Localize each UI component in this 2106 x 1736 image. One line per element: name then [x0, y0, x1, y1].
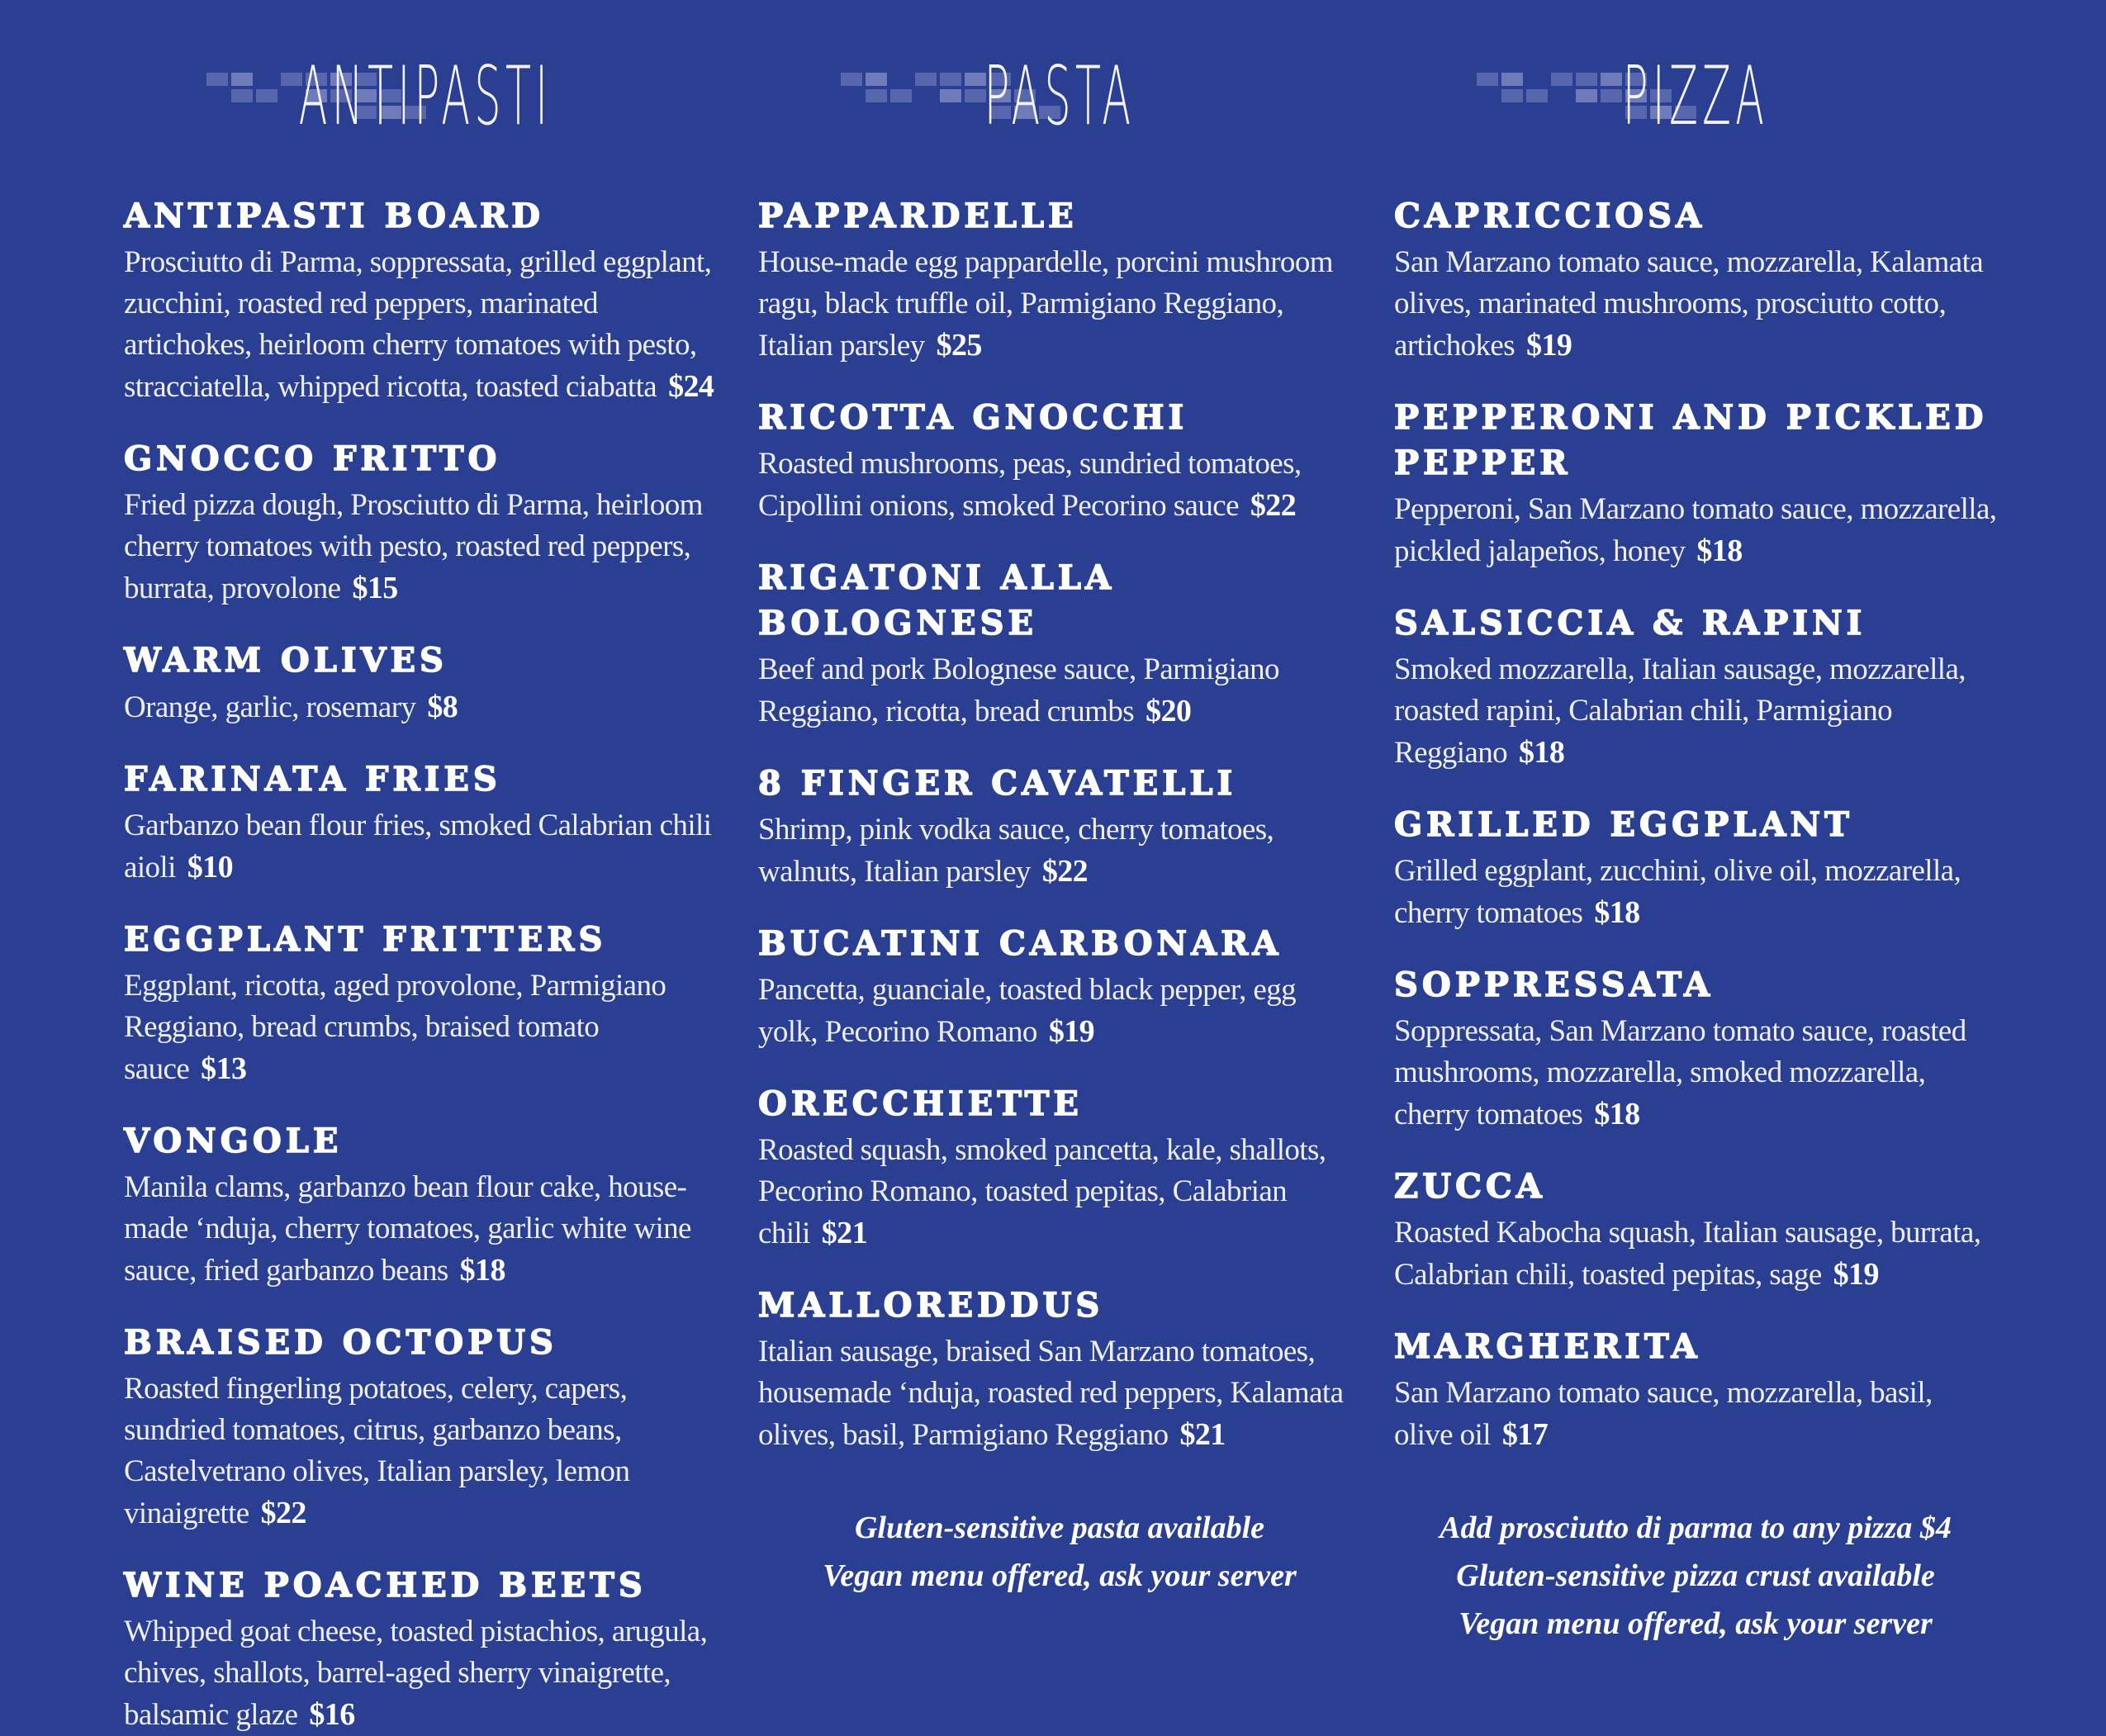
- menu-item-description: [124, 805, 727, 889]
- pixel-block: [866, 89, 887, 102]
- menu-item-ingredients: Manila clams, garbanzo bean flour cake, house-made ‘nduja, cherry tomatoes, garlic white wine sauce, fried garbanzo beans: [124, 1170, 691, 1288]
- pasta-column: [758, 0, 1361, 1600]
- pixel-block: [206, 73, 228, 86]
- menu-item-ingredients: Fried pizza dough, Prosciutto di Parma, heirloom cherry tomatoes with pesto, roasted red peppers, burrata, provolone: [124, 488, 703, 605]
- menu-item-name: PEPPERONI AND PICKLED PEPPER: [1394, 398, 1988, 482]
- pixel-block: [1501, 73, 1523, 86]
- menu-item-description: [1394, 649, 1997, 774]
- menu-item-price: $10: [187, 850, 233, 885]
- menu-item: [1394, 1324, 1997, 1456]
- menu-item-ingredients: Italian sausage, braised San Marzano tomatoes, housemade ‘nduja, roasted red peppers, Kalamata olives, basil, Parmigiano Reggiano: [758, 1335, 1344, 1452]
- menu-item-description: [1394, 1373, 1997, 1456]
- menu-item: [1394, 395, 1997, 572]
- menu-item-ingredients: Soppressata, San Marzano tomato sauce, roasted mushrooms, mozzarella, smoked mozzarella, cherry tomatoes: [1394, 1014, 1966, 1131]
- menu-item-price: $18: [459, 1253, 505, 1288]
- note-line: Vegan menu offered, ask your server: [1459, 1606, 1933, 1641]
- menu-item-ingredients: Beef and pork Bolognese sauce, Parmigiano Reggiano, ricotta, bread crumbs: [758, 652, 1279, 728]
- menu-item: [124, 638, 727, 728]
- menu-item-price: $19: [1526, 328, 1572, 363]
- menu-item-description: [758, 809, 1361, 893]
- menu-item-name: SALSICCIA & RAPINI: [1394, 604, 1866, 643]
- menu-item-name: MARGHERITA: [1394, 1327, 1701, 1366]
- menu-item-name: GRILLED EGGPLANT: [1394, 805, 1853, 844]
- menu-item-description: [124, 1167, 727, 1292]
- menu-item-name: EGGPLANT FRITTERS: [124, 920, 607, 959]
- pixel-block: [841, 73, 862, 86]
- menu-item-name: FARINATA FRIES: [124, 760, 501, 799]
- menu-item-name: VONGOLE: [124, 1122, 343, 1160]
- menu-item-price: $20: [1145, 694, 1192, 728]
- menu-item-name: BRAISED OCTOPUS: [124, 1323, 557, 1362]
- section-title: ANTIPASTI: [298, 50, 553, 144]
- pixel-block: [1501, 89, 1523, 102]
- menu-item-name: RICOTTA GNOCCHI: [758, 398, 1188, 437]
- menu-item-ingredients: Whipped goat cheese, toasted pistachios, arugula, chives, shallots, barrel-aged sherry vinaigrette, balsamic glaze: [124, 1615, 708, 1732]
- pizza-column: [1394, 0, 1997, 1648]
- section-notes: [1394, 1504, 1997, 1648]
- menu-item-description: [758, 1331, 1361, 1456]
- menu-item-price: $22: [260, 1496, 306, 1530]
- menu-item: [1394, 193, 1997, 367]
- menu-item: [758, 395, 1361, 527]
- menu-item-ingredients: San Marzano tomato sauce, mozzarella, Kalamata olives, marinated mushrooms, prosciutto cotto, artichokes: [1394, 245, 1984, 363]
- menu-item-price: $18: [1696, 534, 1743, 568]
- menu-item-price: $19: [1048, 1014, 1095, 1049]
- menu-item: [124, 436, 727, 609]
- menu-item-description: [124, 686, 727, 728]
- menu-item-name: WINE POACHED BEETS: [124, 1566, 647, 1605]
- note-line: Gluten-sensitive pizza crust available: [1456, 1558, 1935, 1593]
- menu-item-description: [758, 649, 1361, 733]
- menu-item-description: [1394, 1212, 1997, 1296]
- menu-item-name: CAPRICCIOSA: [1394, 197, 1706, 235]
- menu-item-price: $22: [1250, 488, 1297, 523]
- menu-item-price: $16: [309, 1697, 355, 1732]
- menu-item-name: MALLOREDDUS: [758, 1286, 1104, 1325]
- menu-item-ingredients: Roasted Kabocha squash, Italian sausage, burrata, Calabrian chili, toasted pepitas, sage: [1394, 1216, 1981, 1292]
- menu-item-description: [124, 1611, 727, 1736]
- menu-item-price: $18: [1519, 735, 1565, 770]
- section-title: PASTA: [984, 50, 1136, 144]
- menu-item: [758, 1081, 1361, 1255]
- menu-item-name: BUCATINI CARBONARA: [758, 924, 1283, 963]
- menu-item-ingredients: Roasted squash, smoked pancetta, kale, shallots, Pecorino Romano, toasted pepitas, Calabrian chili: [758, 1133, 1326, 1250]
- menu-item-name: GNOCCO FRITTO: [124, 439, 501, 478]
- menu-item: [758, 193, 1361, 367]
- menu-item-description: [124, 485, 727, 609]
- menu-item-description: [758, 1130, 1361, 1255]
- pixel-block: [231, 73, 253, 86]
- menu-item-name: ZUCCA: [1394, 1167, 1546, 1206]
- menu-item: [1394, 600, 1997, 774]
- menu-item-price: $21: [821, 1216, 867, 1250]
- menu-item-ingredients: Smoked mozzarella, Italian sausage, mozzarella, roasted rapini, Calabrian chili, Parmigiano Reggiano: [1394, 652, 1966, 770]
- menu-item-name: ORECCHIETTE: [758, 1084, 1083, 1123]
- pixel-block: [866, 73, 887, 86]
- menu-item-name: RIGATONI ALLA BOLOGNESE: [758, 558, 1116, 643]
- pixel-block: [1477, 73, 1498, 86]
- menu-item: [758, 761, 1361, 893]
- menu-item: [1394, 962, 1997, 1136]
- menu-item-price: $24: [668, 369, 714, 404]
- menu-item-description: [1394, 851, 1997, 934]
- menu-item-description: [124, 1368, 727, 1534]
- menu-item-ingredients: Prosciutto di Parma, soppressata, grilled eggplant, zucchini, roasted red peppers, marinated artichokes, heirloom cherry tomatoes with pesto, stracciatella, whipped ricotta, toasted ciabatta: [124, 245, 712, 404]
- menu-item-ingredients: Garbanzo bean flour fries, smoked Calabrian chili aioli: [124, 809, 712, 885]
- menu-item-price: $15: [352, 571, 398, 605]
- menu-item-ingredients: Shrimp, pink vodka sauce, cherry tomatoes, walnuts, Italian parsley: [758, 813, 1274, 889]
- menu-item-price: $19: [1833, 1257, 1879, 1292]
- menu-item-ingredients: San Marzano tomato sauce, mozzarella, basil, olive oil: [1394, 1376, 1933, 1452]
- menu-item: [758, 1283, 1361, 1456]
- menu-item: [124, 1563, 727, 1736]
- menu-item-ingredients: Roasted fingerling potatoes, celery, capers, sundried tomatoes, citrus, garbanzo beans, Castelvetrano olives, Italian parsley, lemon vinaigrette: [124, 1372, 630, 1530]
- menu-item: [758, 921, 1361, 1053]
- menu-item-name: 8 FINGER CAVATELLI: [758, 764, 1237, 803]
- menu-item-description: [758, 970, 1361, 1053]
- menu-item: [1394, 802, 1997, 934]
- section-header: [124, 0, 727, 165]
- menu-item: [758, 555, 1361, 733]
- menu-item: [1394, 1164, 1997, 1296]
- menu-item: [124, 1118, 727, 1292]
- menu-item-ingredients: Roasted mushrooms, peas, sundried tomatoes, Cipollini onions, smoked Pecorino sauce: [758, 447, 1302, 523]
- menu-item: [124, 1320, 727, 1534]
- section-header: [1394, 0, 1997, 165]
- menu-item: [124, 917, 727, 1090]
- pixel-block: [231, 89, 253, 102]
- section-notes: [758, 1504, 1361, 1600]
- menu-item-name: PAPPARDELLE: [758, 197, 1078, 235]
- menu-item: [124, 193, 727, 408]
- menu-item-name: ANTIPASTI BOARD: [124, 197, 544, 235]
- menu-item-ingredients: Eggplant, ricotta, aged provolone, Parmigiano Reggiano, bread crumbs, braised tomato sauce: [124, 969, 666, 1086]
- menu-item-price: $25: [936, 328, 982, 363]
- note-line: Gluten-sensitive pasta available: [854, 1511, 1265, 1545]
- menu-item-name: SOPPRESSATA: [1394, 965, 1714, 1004]
- menu-item-price: $13: [201, 1051, 247, 1086]
- menu-item-description: [758, 242, 1361, 367]
- menu-item-ingredients: Pancetta, guanciale, toasted black pepper, egg yolk, Pecorino Romano: [758, 973, 1297, 1049]
- menu-item-description: [124, 242, 727, 408]
- menu-item-description: [1394, 242, 1997, 367]
- note-line: Add prosciutto di parma to any pizza $4: [1440, 1511, 1952, 1545]
- menu-item-price: $17: [1501, 1417, 1549, 1452]
- menu-item-price: $18: [1594, 895, 1640, 930]
- menu-item: [124, 757, 727, 889]
- menu-item-description: [124, 965, 727, 1090]
- menu-item-ingredients: Grilled eggplant, zucchini, olive oil, mozzarella, cherry tomatoes: [1394, 854, 1961, 930]
- menu-item-price: $8: [427, 690, 458, 724]
- menu-item-ingredients: Orange, garlic, rosemary: [124, 690, 416, 724]
- menu-item-description: [1394, 489, 1997, 572]
- section-title: PIZZA: [1622, 50, 1769, 144]
- menu-item-ingredients: House-made egg pappardelle, porcini mushroom ragu, black truffle oil, Parmigiano Reggiano, Italian parsley: [758, 245, 1333, 363]
- menu-item-description: [1394, 1011, 1997, 1136]
- section-header: [758, 0, 1361, 165]
- note-line: Vegan menu offered, ask your server: [823, 1558, 1297, 1593]
- antipasti-column: [124, 0, 727, 1736]
- menu-item-name: WARM OLIVES: [124, 641, 448, 680]
- menu-item-price: $21: [1179, 1417, 1226, 1452]
- menu-item-price: $18: [1594, 1097, 1640, 1131]
- menu-item-ingredients: Pepperoni, San Marzano tomato sauce, mozzarella, pickled jalapeños, honey: [1394, 492, 1997, 568]
- menu-item-description: [758, 443, 1361, 527]
- menu-item-price: $22: [1041, 854, 1089, 889]
